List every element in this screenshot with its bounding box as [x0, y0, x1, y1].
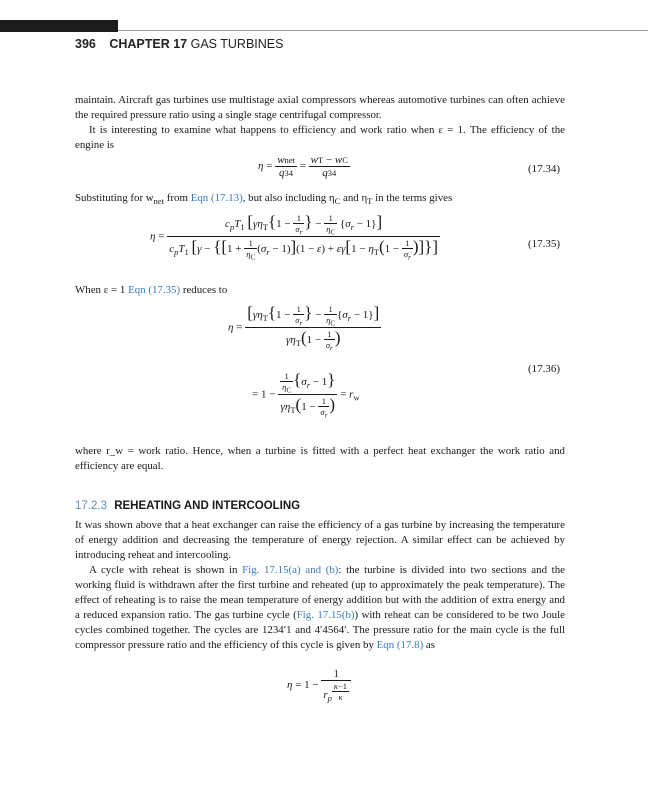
paragraph-substituting: Substituting for $w_{net}$ from Eqn (17.13), but also including $\eta_C$ and $\eta_T$ in the terms gives	[75, 192, 453, 207]
link-fig-17-15ab[interactable]: Fig. 17.15(a) and (b)	[242, 564, 339, 576]
equation-17-8: η = 1 − 1 $r_p$ $^{\frac{\kappa-1}{\kappa}}$	[287, 668, 351, 703]
section-number: 17.2.3	[75, 500, 107, 512]
equation-17-36-top: η = [$\gamma\eta_T\{1$ − $\frac{1}{\sigma_r}$ } − $\frac{1}{\eta_C}$ $\{\sigma_r - 1\}$] $\gamma\eta_T(1$ − $\frac{1}{\sigma_r}$ )	[228, 303, 380, 353]
paragraph-reduces: When ε = 1 Eqn (17.35) reduces to	[75, 284, 228, 296]
paragraph-intro: maintain. Aircraft gas turbines use multistage axial compressors whereas automotive turbines can often achieve the required pressure ratio using a single stage centrifugal compressor.	[75, 94, 565, 121]
section-heading	[75, 500, 300, 512]
paragraph-work-ratio: where r_w = work ratio. Hence, when a turbine is fitted with a perfect heat exchanger the work ratio and efficiency are equal.	[75, 445, 565, 472]
link-eqn-17-35[interactable]: Eqn (17.35)	[128, 284, 181, 296]
link-eqn-17-8[interactable]: Eqn (17.8)	[376, 639, 424, 651]
section-title: REHEATING AND INTERCOOLING	[114, 500, 301, 512]
equation-17-34: η = $\frac{\text{wnet}}{q34}$ = $\frac{wT - wC}{q34}$	[258, 154, 348, 179]
link-eqn-17-13[interactable]: Eqn (17.13)	[190, 192, 243, 204]
equation-number-17-35: (17.35)	[528, 238, 561, 250]
chapter-title: GAS TURBINES	[190, 37, 284, 51]
paragraph-heat-exchanger: It was shown above that a heat exchanger can raise the efficiency of a gas turbine by increasing the temperature of energy addition and decreasing the temperature of energy rejection. A similar effect can be achieved by introducing reheat and intercooling.	[75, 519, 565, 561]
equation-17-35: η = $c_pT_1$ [$\gamma\eta_T\{1$ − $\frac{1}{\sigma_r}$ } − $\frac{1}{\eta_C}$ $\{\sigma_r - 1\}$] $c_pT_1$ [γ − {[1 + $\frac{1}{\eta_C}$ $(\sigma_r - 1)](1 - \varepsilon) + \varepsilon\gamma[1 - \eta_T(1$ − $\frac{1}{\sigma_r}$ )]}]	[150, 212, 438, 262]
paragraph-efficiency: It is interesting to examine what happens to efficiency and work ratio when ε = 1. The efficiency of the engine is	[75, 124, 565, 151]
running-head	[75, 37, 283, 51]
equation-17-36-bottom: = 1 − $\frac{1}{\eta_C}$ $\{\sigma_r - 1\}$ $\gamma\eta_T(1$ − $\frac{1}{\sigma_r}$ ) = $r_w$	[252, 370, 360, 420]
link-fig-17-15b[interactable]: Fig. 17.15(b)	[296, 609, 355, 621]
equation-number-17-36: (17.36)	[528, 363, 561, 375]
header-bar	[0, 20, 118, 32]
paragraph-reheat: A cycle with reheat is shown in Fig. 17.15(a) and (b): the turbine is divided into two sections and the working fluid is withdrawn after the first turbine and reheated (up to approximately the peak temperature). The effect of reheating is to raise the mean temperature of energy addition but with the addition of extra energy and a reduced expansion ratio. The gas turbine cycle (Fig. 17.15(b)) with reheat can be considered to be two Joule cycles combined together. The cycles are 1234′1 and 4′4564′. The pressure ratio for the main cycle is the full compressor pressure ratio and the efficiency of this cycle is given by Eqn (17.8) as	[75, 564, 565, 651]
chapter-label: CHAPTER 17	[109, 37, 188, 51]
page-number: 396	[75, 37, 96, 51]
header-rule	[118, 30, 648, 31]
equation-number-17-34: (17.34)	[528, 163, 561, 175]
